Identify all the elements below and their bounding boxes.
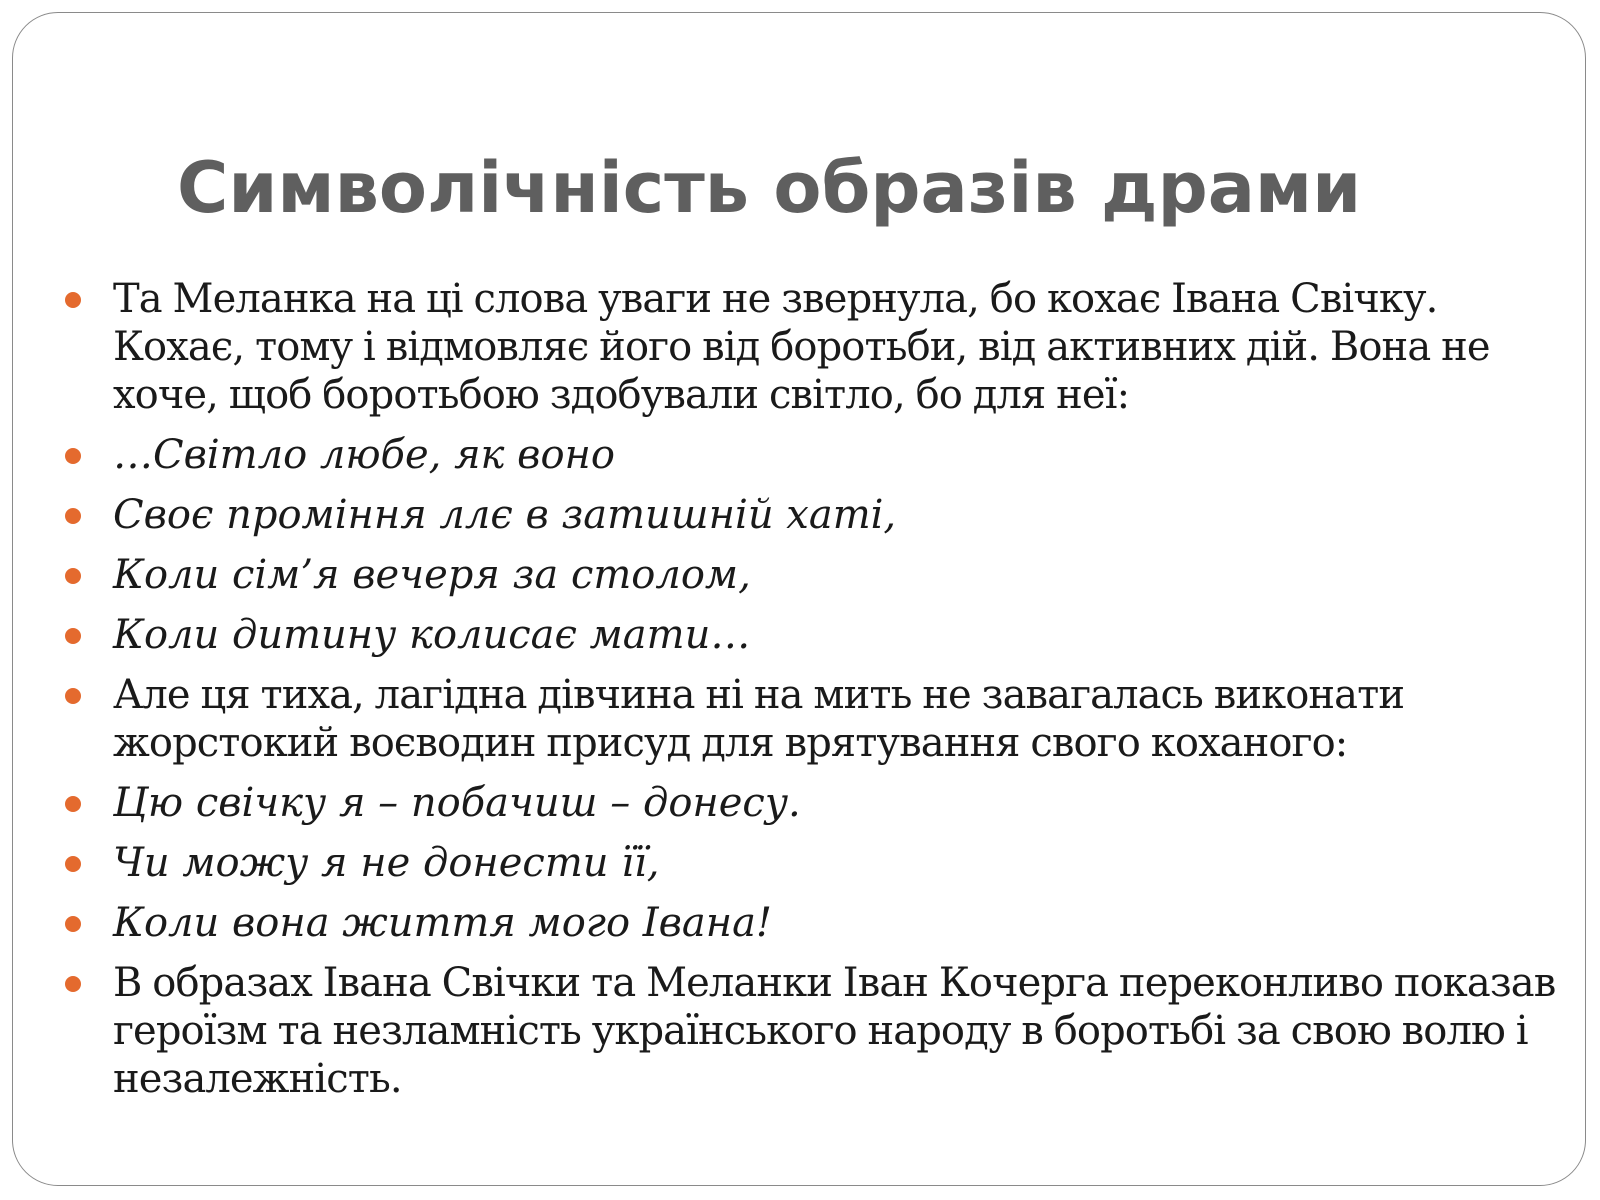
bullet-item (101, 899, 1575, 947)
bullet-item (101, 275, 1575, 419)
bullet-item (101, 671, 1575, 767)
bullet-item (101, 839, 1575, 887)
slide (12, 12, 1586, 1186)
bullet-dot-icon (65, 688, 81, 704)
bullet-text: Цю свічку я – побачиш – донесу. (113, 780, 801, 826)
bullet-dot-icon (65, 916, 81, 932)
bullet-item (101, 611, 1575, 659)
slide-title: Символічність образів драми (177, 147, 1362, 229)
bullet-text: Коли дитину колисає мати… (113, 612, 751, 658)
bullet-list (101, 275, 1575, 1115)
bullet-dot-icon (65, 856, 81, 872)
bullet-item (101, 959, 1575, 1103)
bullet-text: Чи можу я не донести її, (113, 840, 660, 886)
bullet-text: Коли вона життя мого Івана! (113, 900, 773, 946)
bullet-dot-icon (65, 628, 81, 644)
bullet-dot-icon (65, 508, 81, 524)
bullet-dot-icon (65, 292, 81, 308)
bullet-text: …Світло любе, як воно (113, 432, 615, 478)
bullet-text: Своє проміння ллє в затишній хаті, (113, 492, 897, 538)
bullet-dot-icon (65, 448, 81, 464)
bullet-dot-icon (65, 976, 81, 992)
bullet-item (101, 431, 1575, 479)
bullet-item (101, 779, 1575, 827)
bullet-dot-icon (65, 796, 81, 812)
bullet-text: Коли сім’я вечеря за столом, (113, 552, 751, 598)
bullet-item (101, 551, 1575, 599)
bullet-text: Але ця тиха, лагідна дівчина ні на мить не завагалась виконати жорстокий воєводин присуд для врятування свого коханого: (113, 672, 1405, 766)
bullet-dot-icon (65, 568, 81, 584)
bullet-text: Та Меланка на ці слова уваги не звернула, бо кохає Івана Свічку. Кохає, тому і відмовляє його від боротьби, від активних дій. Вона не хоче, щоб боротьбою здобували світло, бо для неї: (113, 276, 1490, 418)
bullet-item (101, 491, 1575, 539)
bullet-text: В образах Івана Свічки та Меланки Іван Кочерга переконливо показав героїзм та незламність українського народу в боротьбі за свою волю і незалежність. (113, 960, 1556, 1102)
